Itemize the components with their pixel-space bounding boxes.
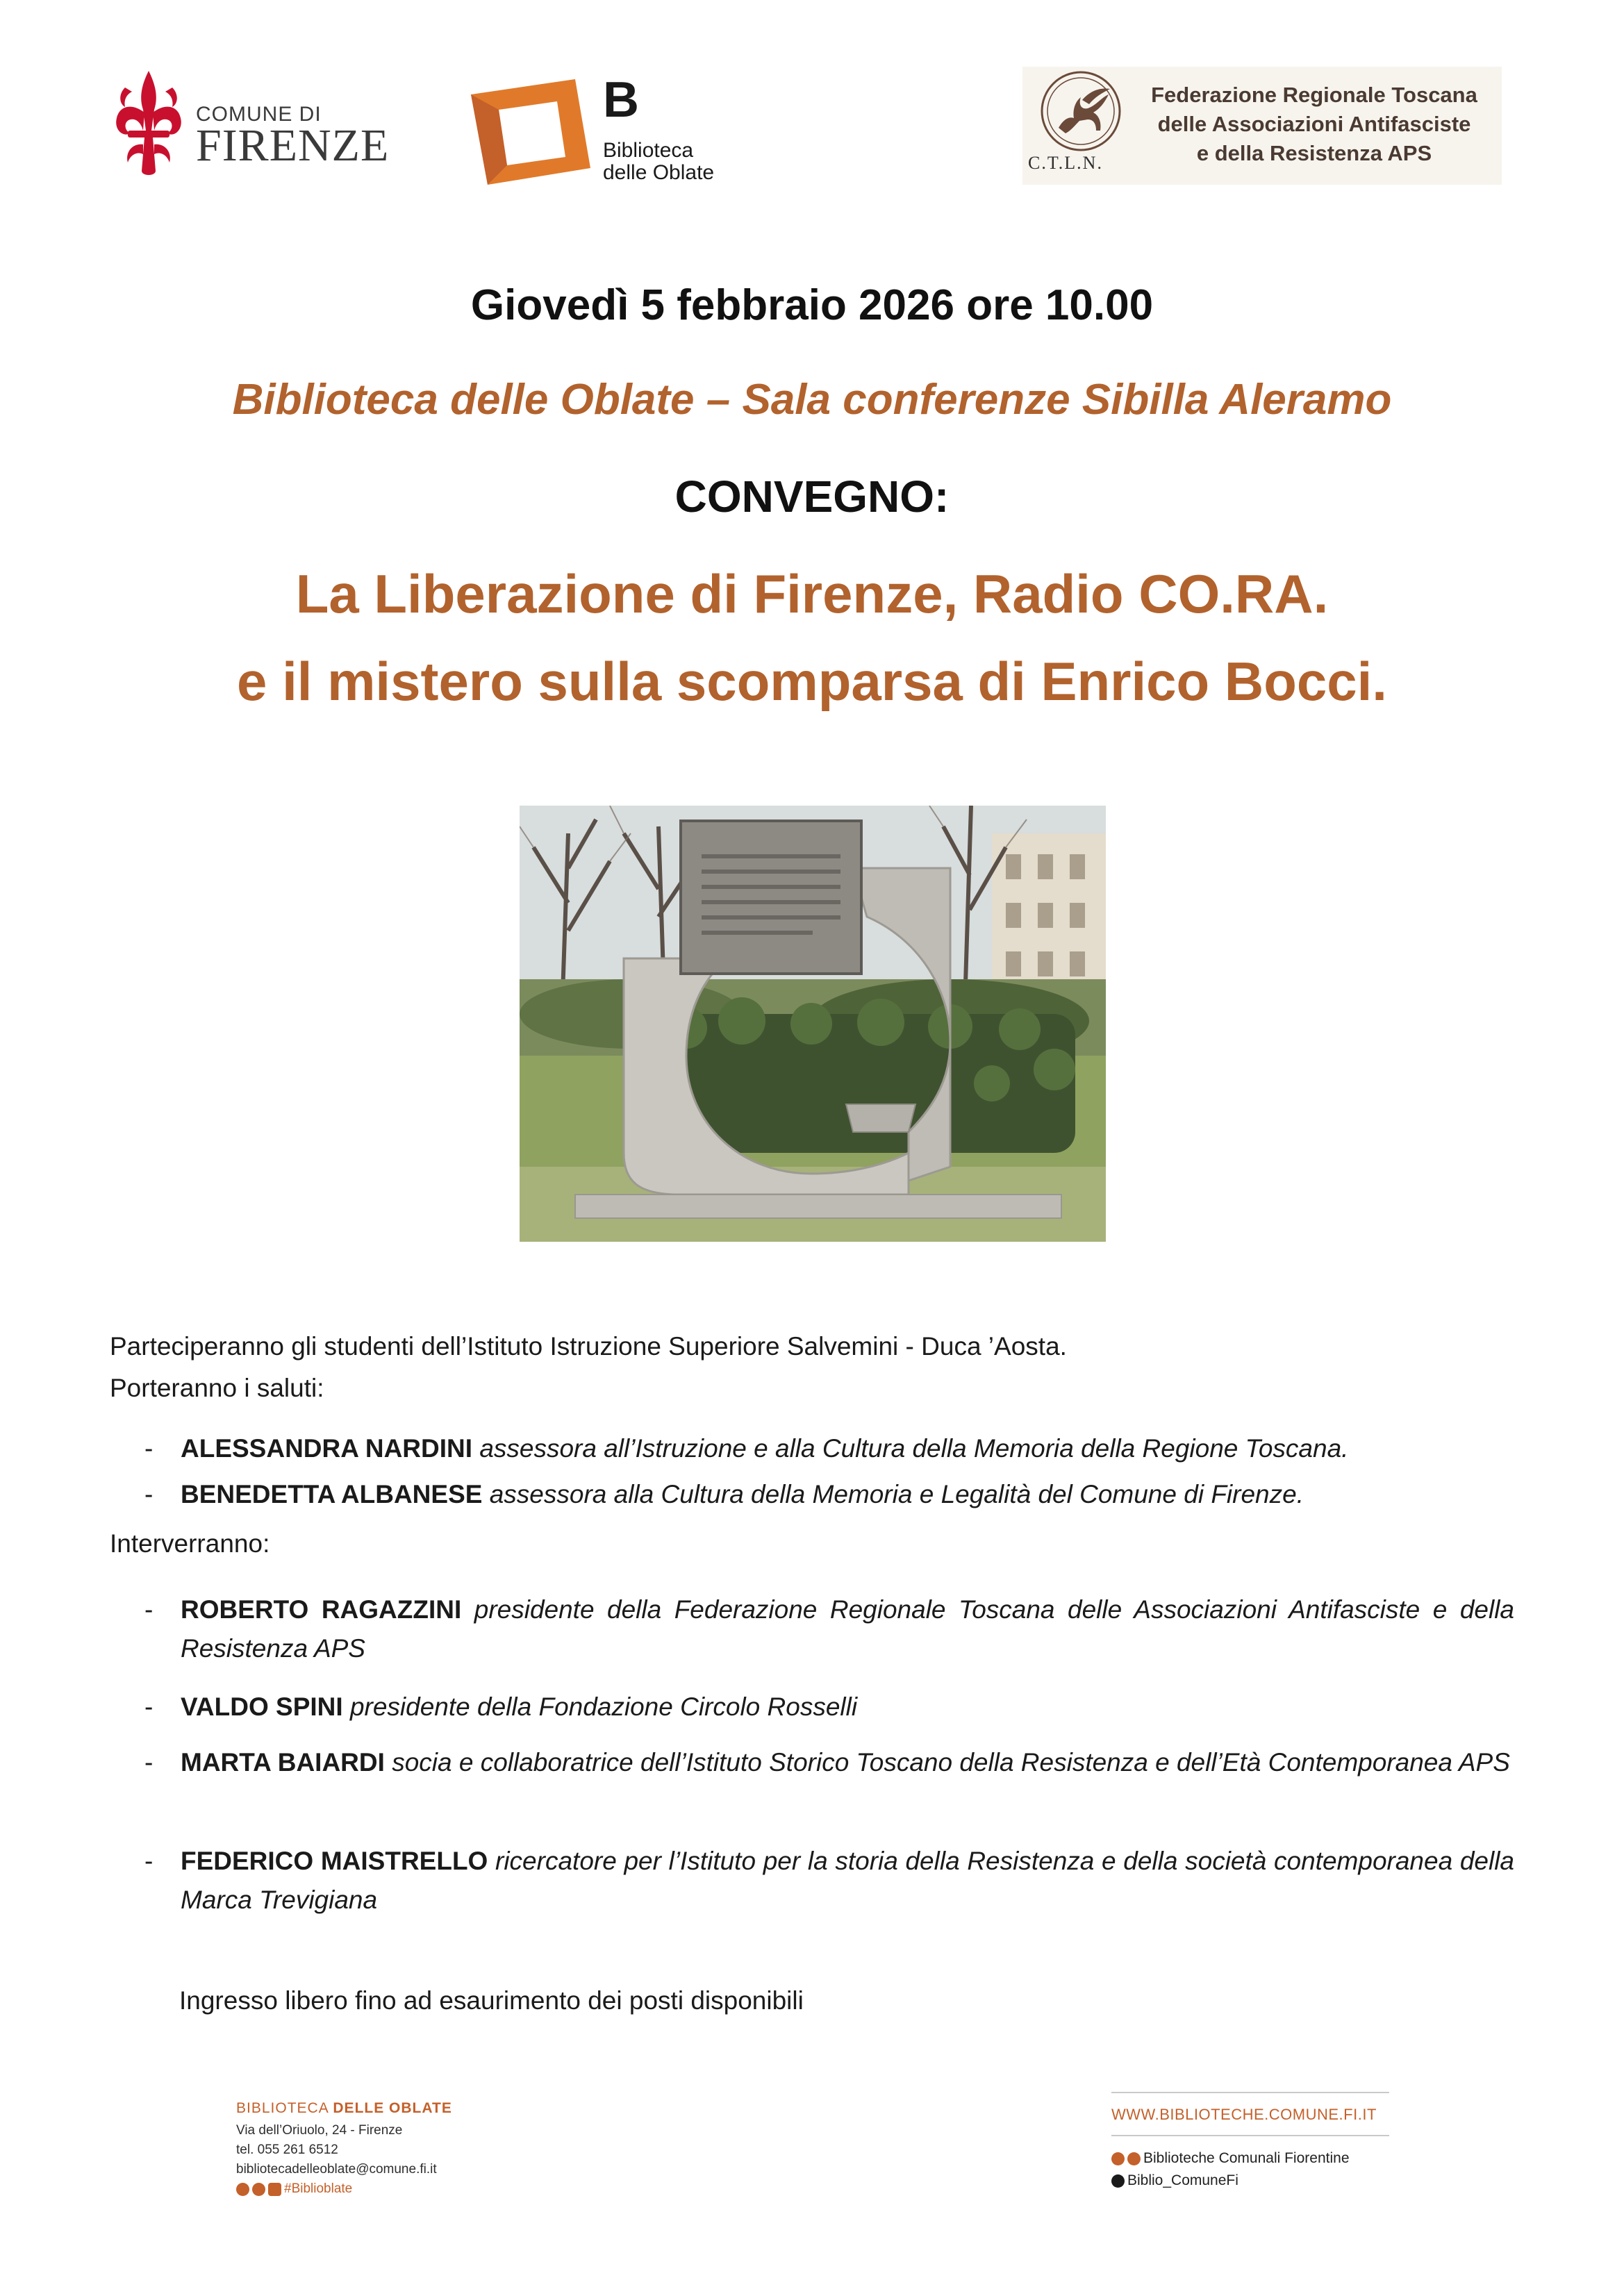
event-title-line1: La Liberazione di Firenze, Radio CO.RA. <box>295 563 1329 624</box>
x-icon[interactable] <box>1111 2174 1125 2188</box>
footer-social-page <box>1111 2147 1389 2170</box>
footer-hashtag: #Biblioblate <box>284 2181 353 2196</box>
comune-di-label: COMUNE DI <box>196 103 322 126</box>
footer-x-handle[interactable]: Biblio_ComuneFi <box>1127 2172 1238 2188</box>
footer-library-bold: DELLE OBLATE <box>333 2100 452 2116</box>
footer-library-info <box>236 2100 597 2199</box>
speaker-name: VALDO SPINI <box>181 1692 343 1721</box>
federazione-line3: e della Resistenza APS <box>1196 141 1432 165</box>
biblioteca-oblate-logo <box>471 72 721 186</box>
event-venue: Biblioteca delle Oblate – Sala conferenze Sibilla Aleramo <box>232 376 1392 424</box>
pegasus-seal-icon <box>1032 69 1129 154</box>
free-entry-note: Ingresso libero fino ad esaurimento dei posti disponibili <box>179 1986 804 2015</box>
event-date-time: Giovedì 5 febbraio 2026 ore 10.00 <box>470 281 1154 329</box>
comune-di-firenze-logo <box>104 67 390 185</box>
bullet-dash: - <box>144 1748 154 1777</box>
ctln-seal-caption: C.T.L.N. <box>1028 153 1103 173</box>
footer-x-account <box>1111 2170 1389 2192</box>
footer-library-name <box>236 2100 597 2117</box>
firenze-label: FIRENZE <box>196 120 390 171</box>
footer-website-link[interactable]: WWW.BIBLIOTECHE.COMUNE.FI.IT <box>1111 2106 1377 2123</box>
bullet-dash: - <box>144 1480 154 1508</box>
youtube-icon[interactable] <box>268 2183 281 2196</box>
greeting-name: BENEDETTA ALBANESE <box>181 1480 483 1508</box>
participants-note: Parteciperanno gli studenti dell’Istituto Istruzione Superiore Salvemini - Duca ’Aosta. <box>110 1332 1067 1361</box>
florentine-lily-icon <box>104 67 193 182</box>
memorial-photo <box>520 806 1106 1242</box>
footer-social-page-label[interactable]: Biblioteche Comunali Fiorentine <box>1143 2150 1350 2166</box>
spotify-icon[interactable] <box>1127 2152 1141 2165</box>
event-type-heading: CONVEGNO: <box>674 472 950 522</box>
footer-email[interactable]: bibliotecadelleoblate@comune.fi.it <box>236 2162 437 2177</box>
bullet-dash: - <box>144 1434 154 1463</box>
bullet-dash: - <box>144 1847 154 1875</box>
oblate-book-icon <box>471 79 590 185</box>
footer-divider <box>1111 2092 1389 2093</box>
bullet-dash: - <box>144 1595 154 1624</box>
greeting-role: assessora all’Istruzione e alla Cultura della Memoria della Regione Toscana. <box>479 1434 1349 1463</box>
greeting-name: ALESSANDRA NARDINI <box>181 1434 473 1463</box>
facebook-icon[interactable] <box>1111 2152 1125 2165</box>
oblate-name-line1: Biblioteca <box>603 139 694 162</box>
footer-divider <box>1111 2135 1389 2136</box>
footer-library-prefix: BIBLIOTECA <box>236 2100 329 2116</box>
greetings-label: Porteranno i saluti: <box>110 1374 324 1402</box>
greeting-role: assessora alla Cultura della Memoria e Legalità del Comune di Firenze. <box>489 1480 1304 1508</box>
footer-web-info <box>1111 2092 1389 2192</box>
speaker-name: FEDERICO MAISTRELLO <box>181 1847 488 1875</box>
footer-phone: tel. 055 261 6512 <box>236 2143 338 2157</box>
speakers-label: Interverranno: <box>110 1529 270 1558</box>
speaker-role: presidente della Federazione Regionale Toscana delle Associazioni Antifasciste e della Resistenza APS <box>181 1595 1514 1663</box>
speaker-role: ricercatore per l’Istituto per la storia della Resistenza e della società contemporanea della Marca Trevigiana <box>181 1847 1514 1914</box>
oblate-letter-b: B <box>603 72 639 128</box>
federazione-line2: delle Associazioni Antifasciste <box>1157 112 1471 136</box>
ctln-federazione-logo <box>1022 67 1502 185</box>
speaker-role: socia e collaboratrice dell’Istituto Storico Toscano della Resistenza e dell’Età Contemporanea APS <box>392 1748 1510 1777</box>
speaker-name: MARTA BAIARDI <box>181 1748 385 1777</box>
federazione-name <box>1134 81 1495 168</box>
instagram-icon[interactable] <box>252 2183 265 2196</box>
oblate-name-line2: delle Oblate <box>603 161 715 184</box>
footer-social-row <box>236 2179 597 2199</box>
event-title-line2: e il mistero sulla scomparsa di Enrico Bocci. <box>237 651 1387 712</box>
speaker-name: ROBERTO RAGAZZINI <box>181 1595 462 1624</box>
bullet-dash: - <box>144 1692 154 1721</box>
facebook-icon[interactable] <box>236 2183 249 2196</box>
memorial-photo-illustration <box>520 806 1106 1242</box>
speaker-role: presidente della Fondazione Circolo Rosselli <box>349 1692 858 1721</box>
federazione-line1: Federazione Regionale Toscana <box>1151 83 1477 107</box>
footer-address: Via dell’Oriuolo, 24 - Firenze <box>236 2123 403 2138</box>
